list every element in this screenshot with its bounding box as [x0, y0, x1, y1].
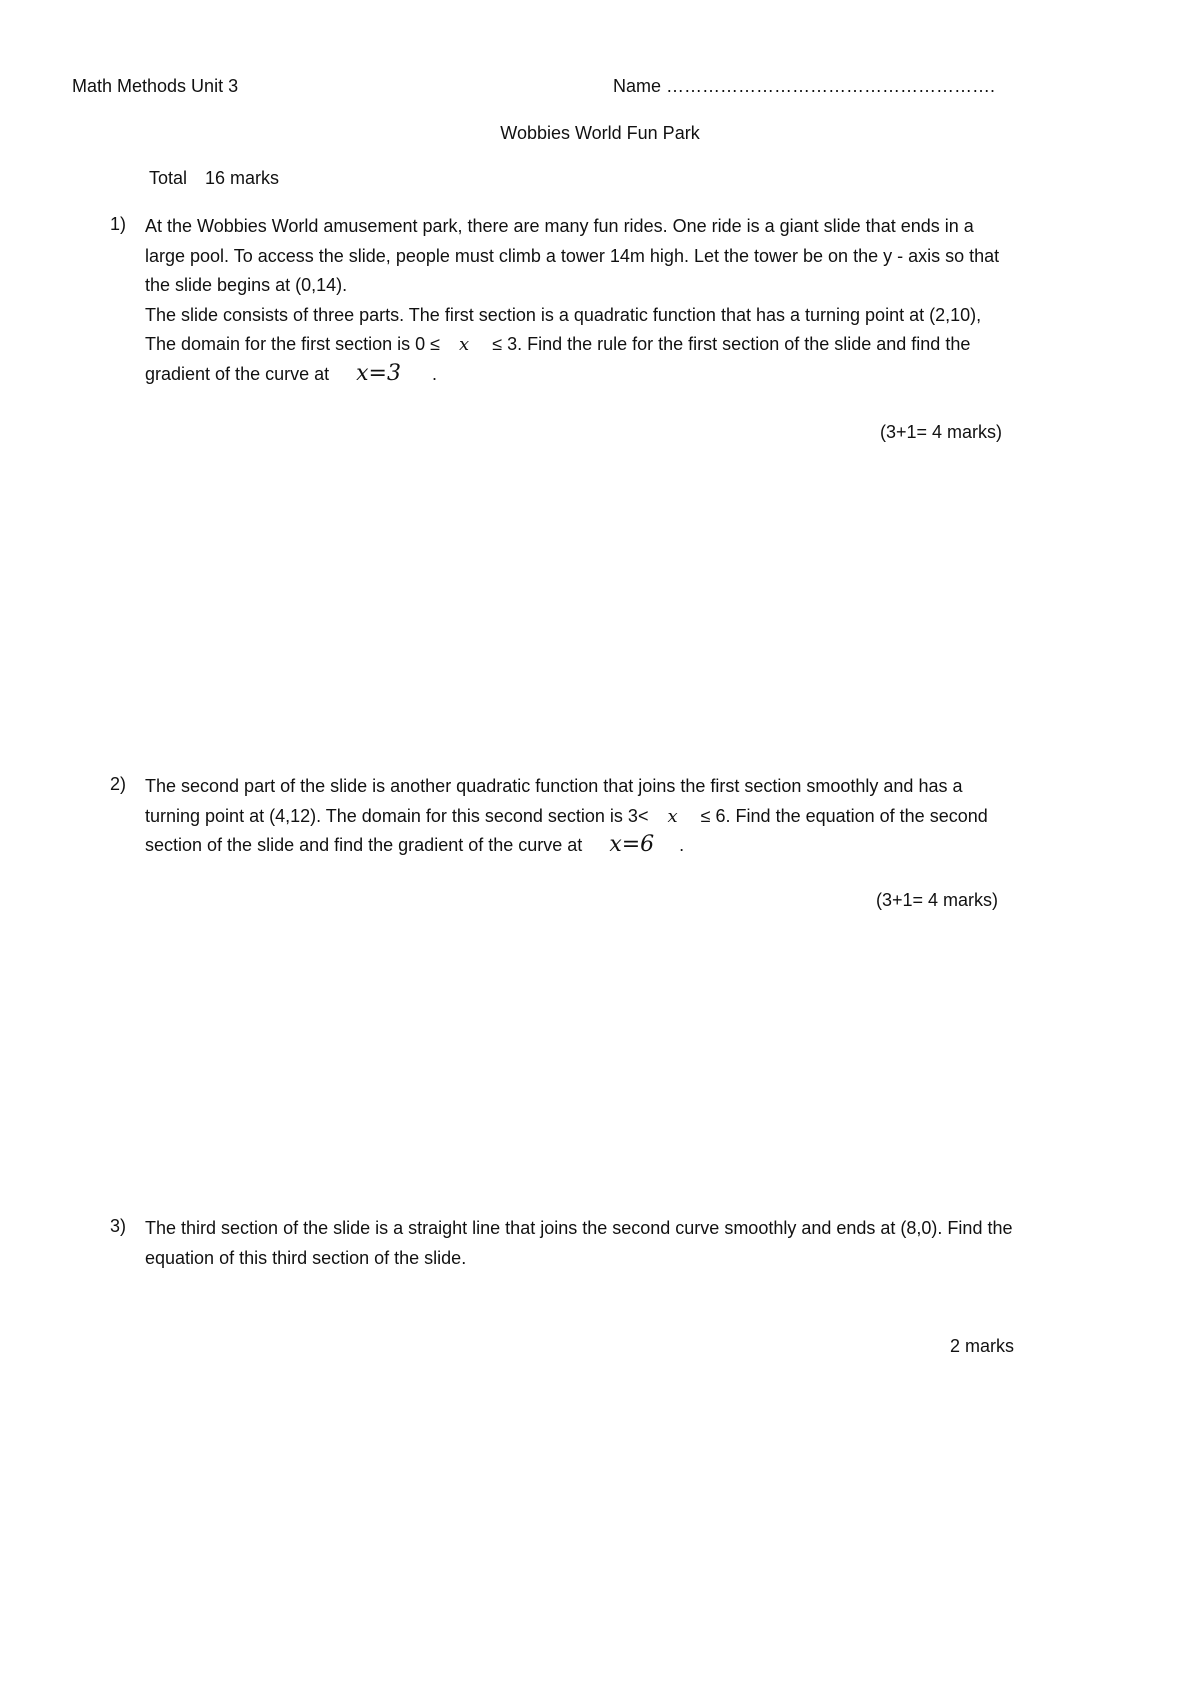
question-line: large pool. To access the slide, people must climb a tower 14m high. Let the tower be on the y - axis so that: [145, 245, 1000, 266]
question-text: [145, 214, 1145, 391]
math-expression: x=6: [609, 832, 655, 857]
page-title: Wobbies World Fun Park: [500, 123, 700, 143]
question-number: 3): [110, 1216, 127, 1236]
question-text: [145, 1216, 1145, 1275]
question-line: [145, 804, 1145, 834]
question-line: At the Wobbies World amusement park, there are many fun rides. One ride is a giant slide that ends in a: [145, 216, 974, 236]
question-line: [145, 833, 1145, 863]
period: .: [432, 363, 438, 384]
gradient-text: gradient of the curve at: [145, 363, 330, 384]
domain-text: turning point at (4,12). The domain for this second section is 3<: [145, 805, 649, 826]
variable-x: x: [459, 334, 470, 355]
question-number: 2): [110, 774, 127, 794]
gradient-text: section of the slide and find the gradient of the curve at: [145, 835, 583, 855]
question-2-marks: (3+1= 4 marks): [876, 890, 999, 910]
question-text: [145, 774, 1145, 863]
variable-x: x: [667, 805, 678, 827]
question-line: [145, 362, 1145, 392]
question-1-marks: (3+1= 4 marks): [880, 422, 1003, 442]
math-expression: x=3: [356, 360, 401, 386]
question-line: [145, 332, 1145, 362]
name-field: Name ……………………………………………….: [613, 76, 996, 96]
course-title: Math Methods Unit 3: [72, 76, 239, 96]
question-line: equation of this third section of the slide.: [145, 1247, 467, 1268]
question-number: 1): [110, 214, 127, 234]
total-label: Total: [149, 168, 188, 188]
domain-text-cont: ≤ 6. Find the equation of the second: [700, 805, 988, 826]
domain-text-cont: ≤ 3. Find the rule for the first section of the slide and find the: [492, 334, 971, 354]
total-marks: [149, 168, 279, 189]
question-3-marks: 2 marks: [950, 1336, 1015, 1356]
question-line: The second part of the slide is another quadratic function that joins the first section smoothly and has a: [145, 776, 963, 796]
question-line: the slide begins at (0,14).: [145, 275, 348, 295]
question-line: The slide consists of three parts. The first section is a quadratic function that has a turning point at (2,10),: [145, 304, 982, 325]
period: .: [679, 835, 685, 855]
total-value: 16 marks: [205, 168, 280, 188]
question-line: The third section of the slide is a straight line that joins the second curve smoothly and ends at (8,0). Find the: [145, 1218, 1013, 1238]
domain-text: The domain for the first section is 0 ≤: [145, 334, 441, 354]
